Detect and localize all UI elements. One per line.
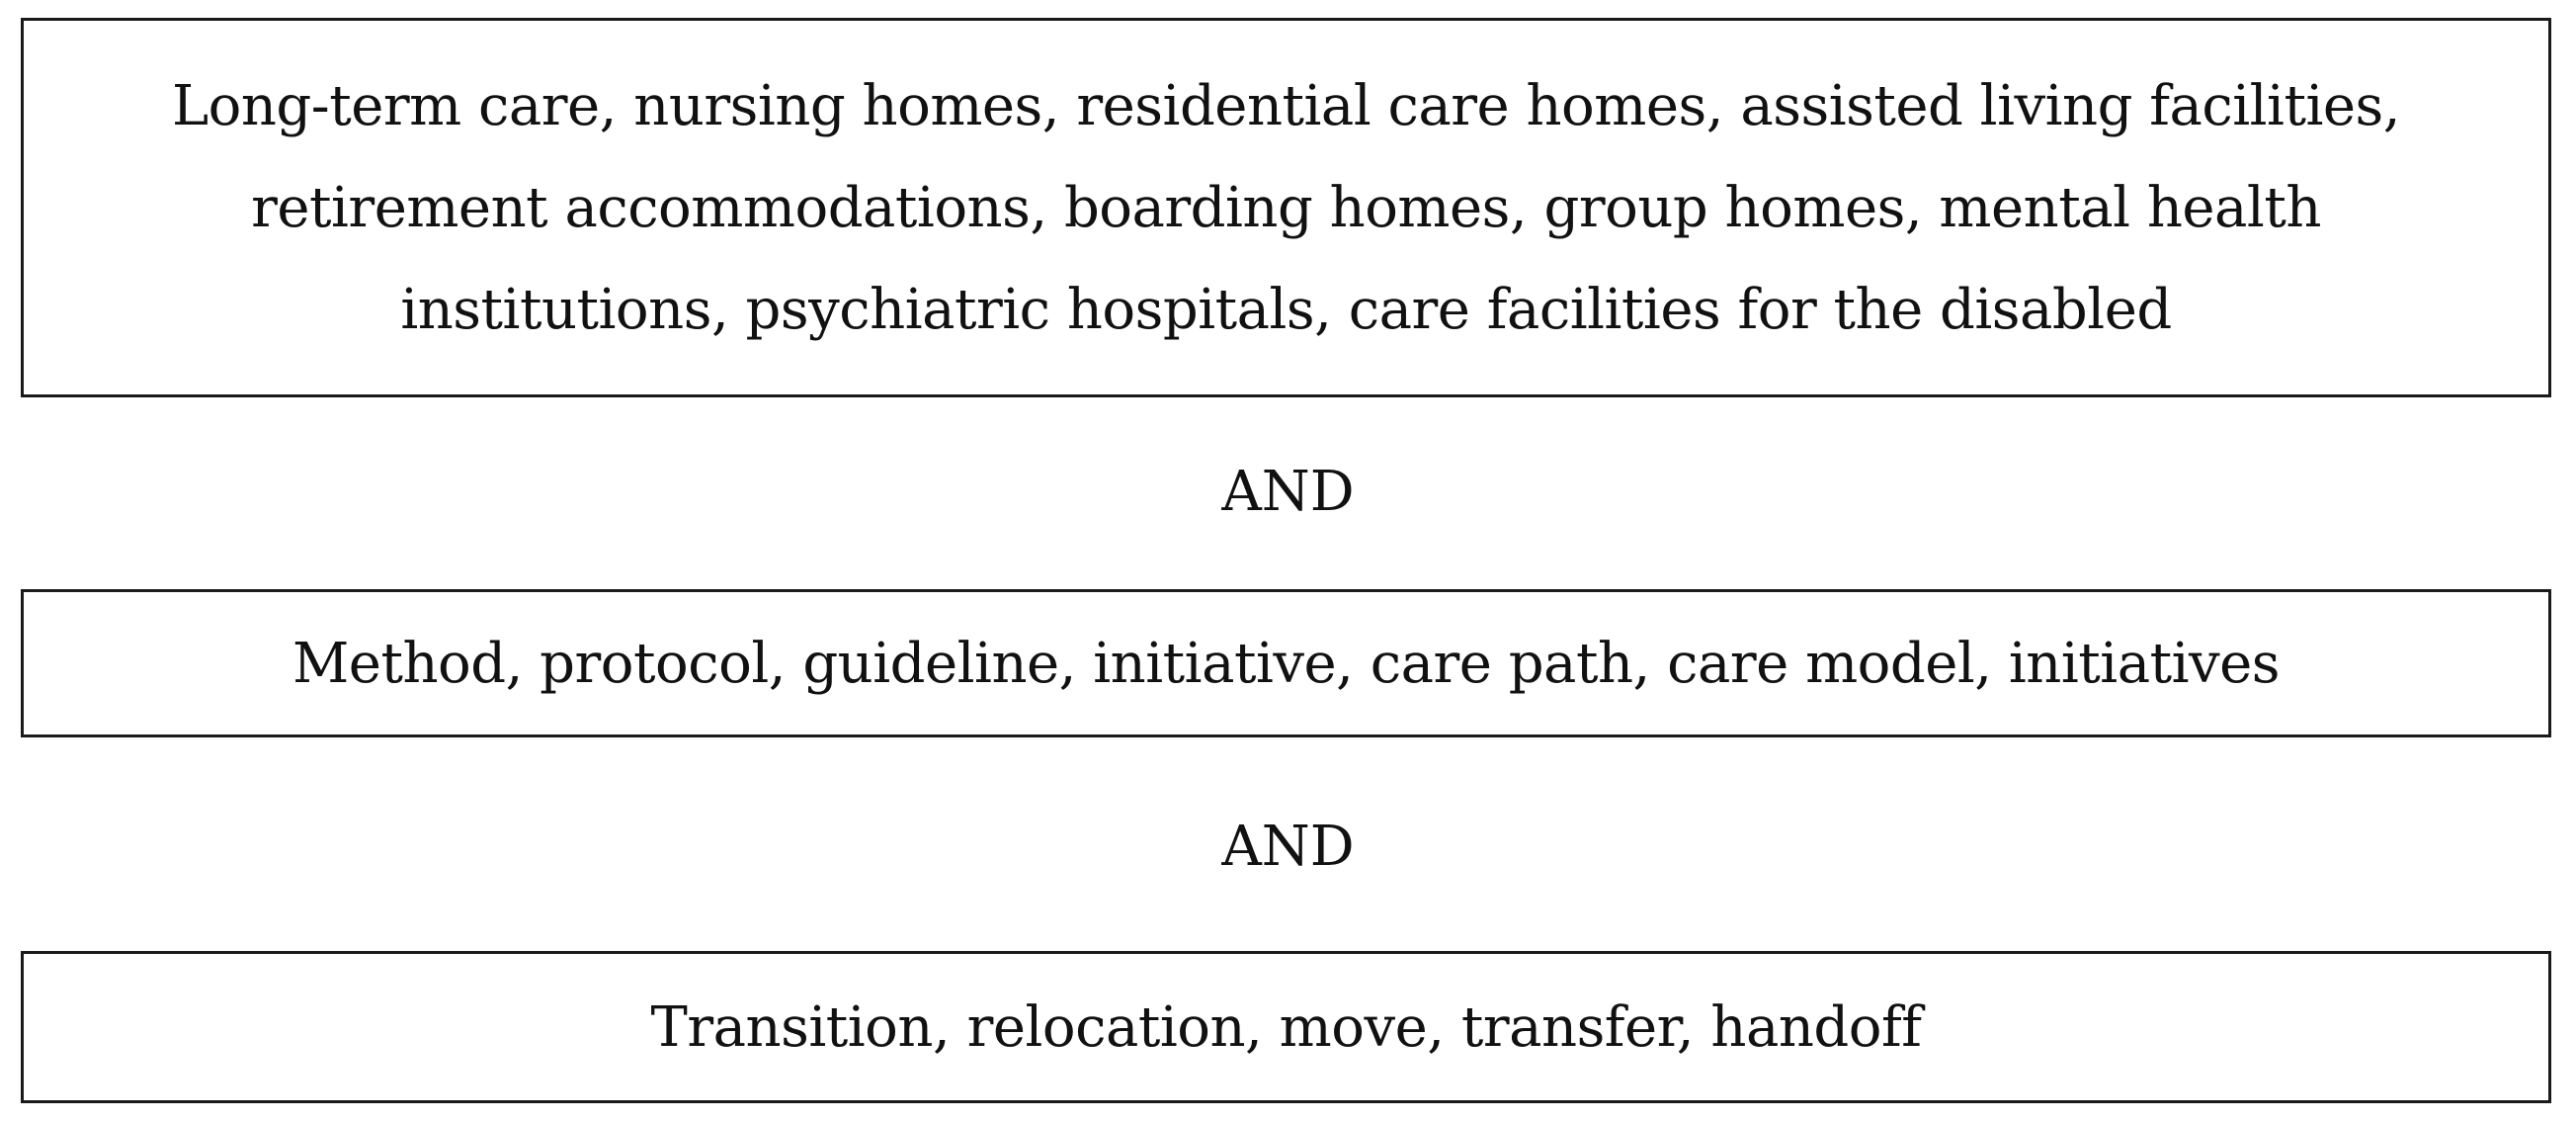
boolean-operator-and-1: AND <box>1221 460 1355 524</box>
search-term-block-transition <box>21 951 2551 1103</box>
boolean-operator-and-2: AND <box>1221 815 1355 879</box>
search-term-block-intervention-text: Method, protocol, guideline, initiative, care path, care model, initiatives <box>291 631 2281 696</box>
search-term-block-transition-text: Transition, relocation, move, transfer, handoff <box>650 994 1922 1060</box>
search-term-block-intervention <box>21 589 2551 737</box>
search-term-block-setting-text: Long-term care, nursing homes, residential care homes, assisted living facilities, retirement accommodations, boarding homes, group homes, mental health institutions, psychiatric hospitals, care facilities for the disabled <box>171 73 2401 342</box>
search-term-block-setting <box>21 18 2551 397</box>
